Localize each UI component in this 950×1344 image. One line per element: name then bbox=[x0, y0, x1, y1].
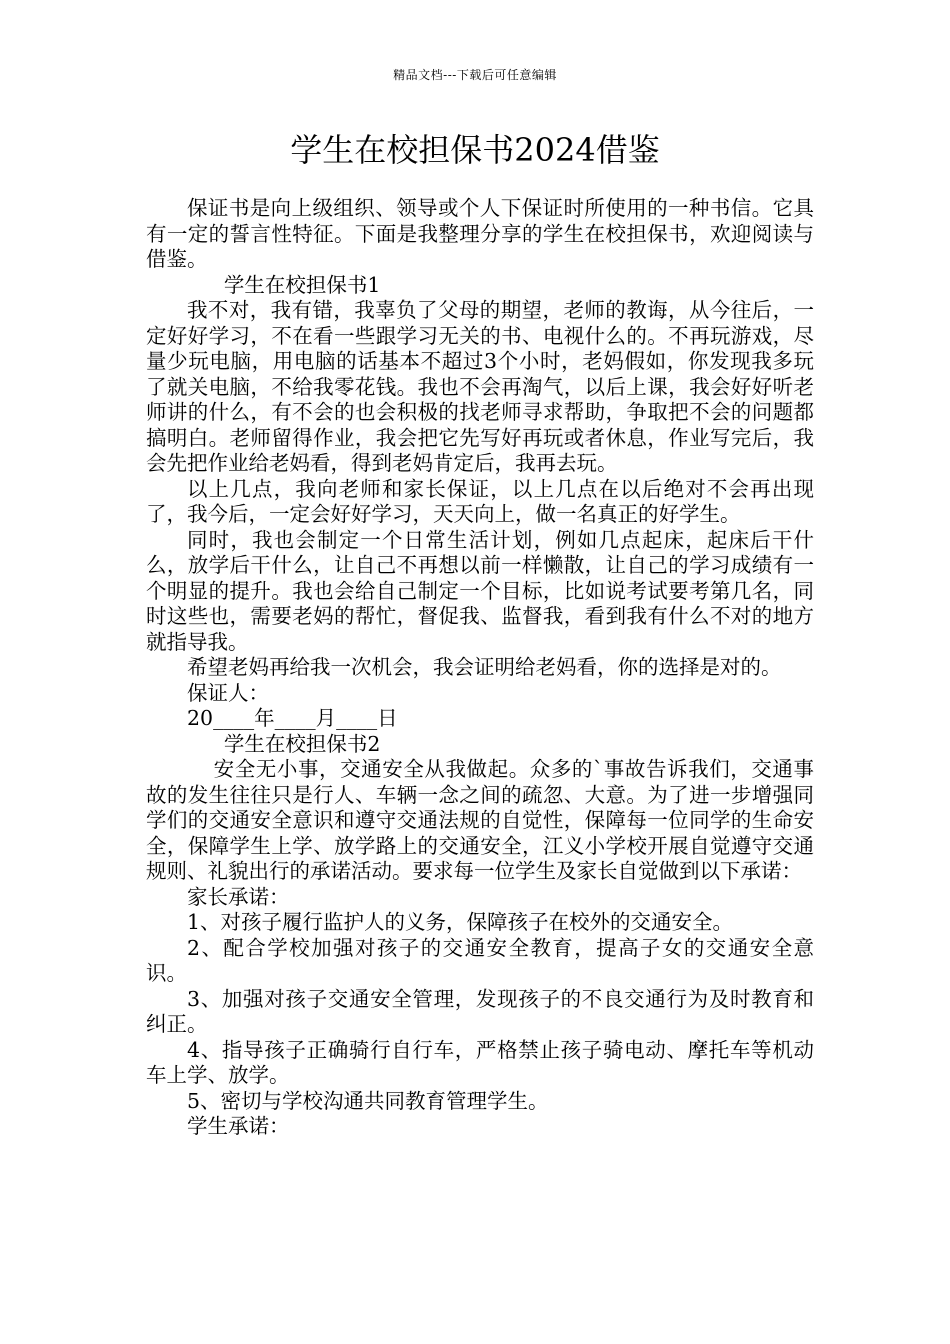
signature-label: 保证人： bbox=[187, 680, 269, 705]
body-paragraph: 同时，我也会制定一个日常生活计划，例如几点起床，起床后干什么，放学后干什么，让自己不再想以前一样懒散，让自己的学习成绩有一个明显的提升。我也会给自己制定一个目标，比如说考试要考第几名，同时这些也，需要老妈的帮忙，督促我、监督我，看到我有什么不对的地方就指导我。 bbox=[146, 527, 814, 654]
student-pledge-heading: 学生承诺： bbox=[187, 1114, 290, 1138]
header-note: 精品文档---下载后可任意编辑 bbox=[393, 68, 557, 82]
body-paragraph: 安全无小事，交通安全从我做起。众多的`事故告诉我们，交通事故的发生往往只是行人、车辆一念之间的疏忽、大意。为了进一步增强同学们的交通安全意识和遵守交通法规的自觉性，保障每一位同学的生命安全，保障学生上学、放学路上的交通安全，江义小学校开展自觉遵守交通规则、礼貌出行的承诺活动。要求每一位学生及家长自觉做到以下承诺： bbox=[146, 757, 814, 883]
section-heading-1: 学生在校担保书1 bbox=[223, 272, 381, 297]
pledge-item: 1、对孩子履行监护人的义务，保障孩子在校外的交通安全。 bbox=[187, 910, 734, 934]
document-body bbox=[146, 196, 814, 1140]
date-line: 20____年____月____日 bbox=[187, 706, 398, 730]
pledge-item: 2、配合学校加强对孩子的交通安全教育，提高子女的交通安全意识。 bbox=[146, 935, 814, 985]
body-paragraph: 以上几点，我向老师和家长保证，以上几点在以后绝对不会再出现了，我今后，一定会好好学习，天天向上，做一名真正的好学生。 bbox=[146, 476, 814, 526]
body-paragraph: 我不对，我有错，我辜负了父母的期望，老师的教诲，从今往后，一定好好学习，不在看一些跟学习无关的书、电视什么的。不再玩游戏，尽量少玩电脑，用电脑的话基本不超过3个小时，老妈假如，你发现我多玩了就关电脑，不给我零花钱。我也不会再淘气，以后上课，我会好好听老师讲的什么，有不会的也会积极的找老师寻求帮助，争取把不会的问题都搞明白。老师留得作业，我会把它先写好再玩或者休息，作业写完后，我会先把作业给老妈看，得到老妈肯定后，我再去玩。 bbox=[146, 298, 814, 475]
parent-pledge-heading: 家长承诺： bbox=[187, 884, 290, 909]
pledge-item: 5、密切与学校沟通共同教育管理学生。 bbox=[187, 1088, 549, 1113]
pledge-item: 3、加强对孩子交通安全管理，发现孩子的不良交通行为及时教育和纠正。 bbox=[146, 986, 814, 1036]
intro-paragraph: 保证书是向上级组织、领导或个人下保证时所使用的一种书信。它具有一定的誓言性特征。下面是我整理分享的学生在校担保书，欢迎阅读与借鉴。 bbox=[146, 196, 814, 271]
document-title: 学生在校担保书2024借鉴 bbox=[290, 131, 660, 169]
section-heading-2: 学生在校担保书2 bbox=[223, 731, 381, 756]
pledge-item: 4、指导孩子正确骑行自行车，严格禁止孩子骑电动、摩托车等机动车上学、放学。 bbox=[146, 1037, 814, 1087]
body-paragraph: 希望老妈再给我一次机会，我会证明给老妈看，你的选择是对的。 bbox=[187, 655, 782, 679]
